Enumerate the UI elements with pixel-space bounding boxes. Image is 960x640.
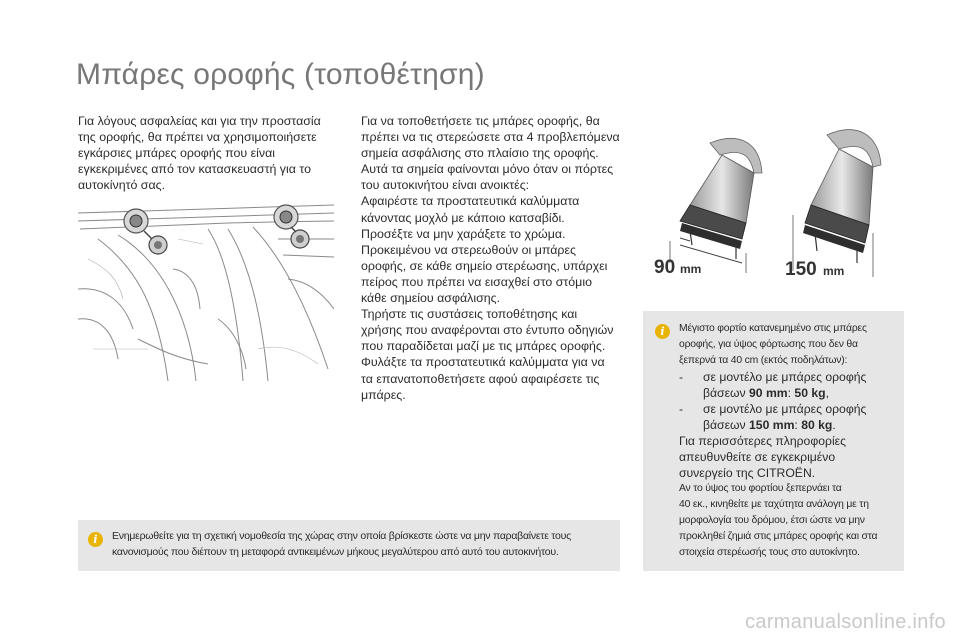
bar-size-value: 150 mm: [749, 418, 795, 432]
cover-cap-left: [124, 209, 167, 254]
info-text: προκληθεί ζημιά στις μπάρες οροφής και στα: [679, 531, 878, 542]
page-title: Μπάρες οροφής (τοποθέτηση): [76, 58, 485, 91]
text-line: εγκεκριμένες από τον κατασκευαστή για το: [78, 162, 311, 177]
separator: :: [787, 386, 795, 400]
info-text: ξεπερνά τα 40 cm (εκτός ποδηλάτων):: [679, 355, 848, 366]
text-line: Φυλάξτε τα προστατευτικά καλύμματα για να: [361, 355, 605, 370]
bullet-text: σε μοντέλο με μπάρες οροφής: [703, 402, 867, 416]
list-item: [679, 369, 894, 385]
text-line: της οροφής, θα πρέπει να χρησιμοποιήσετε: [78, 130, 317, 145]
info-text: Αν το ύψος του φορτίου ξεπερνάει τα: [679, 483, 842, 494]
info-text: κανονισμούς που διέπουν τη μεταφορά αντικειμένων μήκους μεγαλύτερου από αυτό του αυτοκινήτου.: [112, 546, 559, 558]
text-line: πρέπει να τις στερεώσετε στα 4 προβλεπόμενα: [361, 130, 620, 145]
info-text: Μέγιστο φορτίο κατανεμημένο στις μπάρες: [679, 323, 867, 334]
text-line: Τηρήστε τις συστάσεις τοποθέτησης και: [361, 307, 578, 322]
punct: ,: [825, 386, 829, 400]
punct: .: [832, 418, 836, 432]
text-line: που παραδίδεται μαζί με τις μπάρες οροφής.: [361, 339, 606, 354]
text-line: σημεία ασφάλισης στο πλαίσιο της οροφής.: [361, 146, 599, 161]
info-icon: i: [655, 324, 670, 339]
text-line: πείρος που πρέπει να εισαχθεί στο στόμιο: [361, 274, 592, 289]
info-text: Για περισσότερες πληροφορίες: [679, 434, 846, 448]
intro-paragraph: [78, 113, 328, 193]
text-line: του αυτοκινήτου είναι ανοικτές:: [361, 178, 530, 193]
list-item: [679, 401, 894, 417]
info-text: Ενημερωθείτε για τη σχετική νομοθεσία της χώρας στην οποία βρίσκεστε ώστε να μην παραβαίνετε τους: [112, 530, 571, 542]
bar2-size-unit: mm: [823, 264, 845, 278]
bullet-text: βάσεων: [703, 418, 750, 432]
load-info-box: [643, 311, 904, 571]
bullet-dash: -: [679, 402, 684, 416]
text-line: Για να τοποθετήσετε τις μπάρες οροφής, θα: [361, 114, 600, 128]
text-line: Αυτά τα σημεία φαίνονται μόνο όταν οι πόρτες: [361, 162, 614, 177]
bullet-continuation: [679, 417, 894, 433]
bullet-text: σε μοντέλο με μπάρες οροφής: [703, 370, 867, 384]
info-text: 40 εκ., κινηθείτε με ταχύτητα ανάλογη με τη: [679, 499, 869, 510]
roof-bar-foot-drawing: [775, 113, 925, 290]
info-text: απευθυνθείτε σε εγκεκριμένο: [679, 450, 836, 464]
text-line: εγκάρσιες μπάρες οροφής που είναι: [78, 146, 276, 161]
text-line: χρήσης που αναφέρονται στο έντυπο οδηγιών: [361, 323, 614, 338]
text-line: κάνοντας μοχλό με κάποιο κατσαβίδι.: [361, 210, 565, 225]
bar2-size-number: 150: [785, 259, 817, 280]
text-line: Για λόγους ασφαλείας και για την προστασία: [78, 114, 321, 128]
text-line: αυτοκίνητό σας.: [78, 178, 166, 193]
text-line: Αφαιρέστε τα προστατευτικά καλύμματα: [361, 194, 580, 209]
text-line: κάθε σημείου ασφάλισης.: [361, 291, 501, 306]
text-line: Προσέξτε να μην χαράξετε το χρώμα.: [361, 226, 566, 241]
info-icon: i: [88, 532, 103, 547]
text-line: οροφής, σε κάθε σημείο στερέωσης, υπάρχει: [361, 258, 608, 273]
bar-size-value: 90 mm: [749, 386, 788, 400]
watermark: carmanualsonline.info: [745, 611, 946, 633]
info-text: στοιχεία στερέωσής τους στο αυτοκίνητο.: [679, 547, 860, 558]
load-value: 50 kg: [794, 386, 826, 400]
cover-cap-right: [274, 205, 309, 248]
separator: :: [794, 418, 802, 432]
bullet-dash: -: [679, 370, 684, 384]
bullet-text: βάσεων: [703, 386, 750, 400]
car-interior-drawing: [78, 199, 334, 381]
info-text: συνεργείο της CITROËN.: [679, 466, 816, 480]
bullet-continuation: [679, 385, 894, 401]
bar1-size-number: 90: [654, 257, 676, 278]
text-line: μπάρες.: [361, 387, 406, 402]
legislation-info-box: [78, 520, 620, 571]
info-text: οροφής, για ύψος φόρτωσης που δεν θα: [679, 339, 858, 350]
installation-paragraph: [361, 113, 633, 403]
car-door-illustration: [78, 199, 334, 381]
roof-bar-150mm-photo: [775, 113, 925, 290]
bar1-size-unit: mm: [680, 262, 702, 276]
text-line: τα επανατοποθετήσετε αφού αφαιρέσετε τις: [361, 371, 600, 386]
text-line: Προκειμένου να στερεωθούν οι μπάρες: [361, 242, 576, 257]
load-value: 80 kg: [801, 418, 833, 432]
info-text: μορφολογία του δρόμου, έτσι ώστε να μην: [679, 515, 865, 526]
